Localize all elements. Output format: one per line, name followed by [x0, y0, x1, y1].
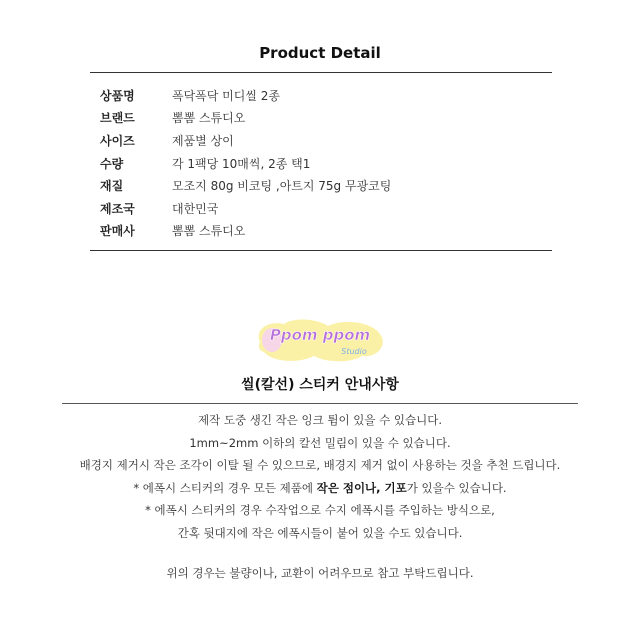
table-row: [100, 107, 540, 130]
table-row: [100, 129, 540, 152]
product-detail-title: Product Detail: [259, 44, 381, 62]
notice-list: [0, 409, 640, 545]
notice-line: 1mm~2mm 이하의 칼선 밀림이 있을 수 있습니다.: [189, 435, 451, 450]
notice-line: * 에폭시 스티커의 경우 수작업으로 수지 에폭시를 주입하는 방식으로,: [145, 503, 495, 518]
notice-text: 가 있을수 있습니다.: [406, 480, 507, 495]
spec-value: 각 1팩당 10매씩, 2종 택1: [172, 156, 311, 171]
table-row: [100, 197, 540, 220]
svg-text:Studio: Studio: [341, 347, 367, 356]
notice-footer: 위의 경우는 불량이나, 교환이 어려우므로 참고 부탁드립니다.: [166, 566, 474, 580]
spec-value: 모조지 80g 비코팅 ,아트지 75g 무광코팅: [172, 179, 392, 194]
spec-label: 재질: [100, 179, 124, 194]
spec-label: 판매사: [100, 224, 135, 239]
notice-line: 제작 도중 생긴 작은 잉크 튐이 있을 수 있습니다.: [198, 413, 442, 427]
notice-line: [0, 477, 640, 500]
spec-value: 폭닥폭닥 미디씰 2종: [172, 88, 281, 103]
table-row: [100, 220, 540, 243]
top-divider: [90, 72, 552, 73]
spec-value: 대한민국: [172, 201, 219, 216]
product-spec-table: [100, 84, 540, 242]
notice-text: * 에폭시 스티커의 경우 모든 제품에: [133, 480, 317, 495]
brand-logo: [254, 318, 386, 364]
notice-title: 씰(칼선) 스티커 안내사항: [241, 377, 399, 393]
notice-divider: [62, 403, 578, 404]
notice-emphasis: 작은 점이나, 기포: [316, 480, 407, 495]
spec-label: 수량: [100, 156, 124, 171]
svg-text:Ppom ppom: Ppom ppom: [269, 326, 371, 344]
notice-line: 간혹 뒷대지에 작은 에폭시들이 붙어 있을 수도 있습니다.: [177, 525, 463, 540]
spec-value: 뽐뽐 스튜디오: [172, 111, 246, 126]
table-row: [100, 84, 540, 107]
spec-value: 뽐뽐 스튜디오: [172, 224, 246, 239]
spec-label: 사이즈: [100, 133, 135, 148]
spec-value: 제품별 상이: [172, 133, 234, 148]
spec-label: 제조국: [100, 201, 135, 216]
table-row: [100, 152, 540, 175]
table-row: [100, 174, 540, 197]
spec-label: 브랜드: [100, 111, 135, 126]
spec-label: 상품명: [100, 88, 135, 103]
bottom-divider: [90, 250, 552, 251]
notice-line: 배경지 제거시 작은 조각이 이탈 될 수 있으므로, 배경지 제거 없이 사용하는 것을 추천 드립니다.: [79, 458, 561, 473]
